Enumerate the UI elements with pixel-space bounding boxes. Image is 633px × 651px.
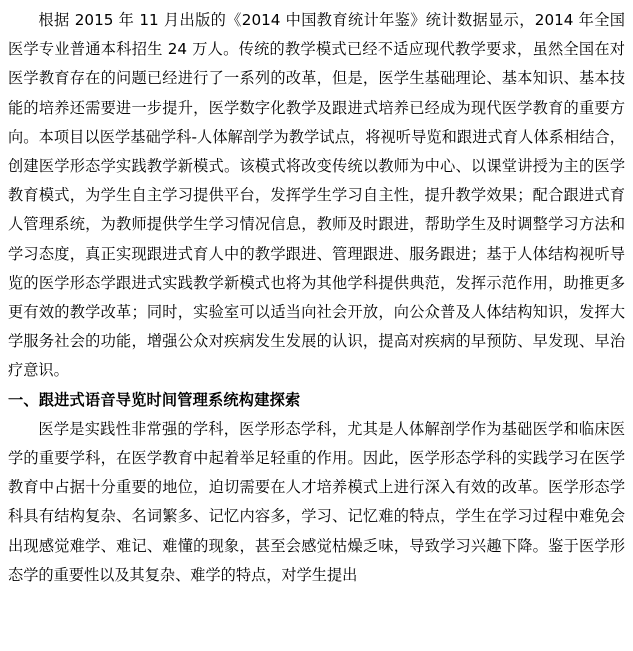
section-heading: 一、跟进式语音导览时间管理系统构建探索 xyxy=(8,390,301,409)
body-paragraph: 根据 2015 年 11 月出版的《2014 中国教育统计年鉴》统计数据显示，2014 年全国医学专业普通本科招生 24 万人。传统的教学模式已经不适应现代教学要求，虽然全国在对医学教育存在的问题已经进行了一系列的改革，但是，医学生基础理论、基本知识、基本技能的培养还需要进一步提升，医学数字化教学及跟进式培养已经成为现代医学教育的重要方向。本项目以医学基础学科-人体解剖学为教学试点，将视听导览和跟进式育人体系相结合，创建医学形态学实践教学新模式。该模式将改变传统以教师为中心、以课堂讲授为主的医学教育模式，为学生自主学习提供平台，发挥学生学习自主性，提升教学效果；配合跟进式育人管理系统，为教师提供学生学习情况信息，教师及时跟进，帮助学生及时调整学习方法和学习态度，真正实现跟进式育人中的教学跟进、管理跟进、服务跟进；基于人体结构视听导览的医学形态学跟进式实践教学新模式也将为其他学科提供典范，发挥示范作用，助推更多更有效的教学改革；同时，实验室可以适当向社会开放，向公众普及人体结构知识，发挥大学服务社会的功能，增强公众对疾病发生发展的认识，提高对疾病的早预防、早发现、早治疗意识。 xyxy=(8,11,625,380)
body-paragraph: 医学是实践性非常强的学科，医学形态学科，尤其是人体解剖学作为基础医学和临床医学的重要学科，在医学教育中起着举足轻重的作用。因此，医学形态学科的实践学习在医学教育中占据十分重要的地位，迫切需要在人才培养模式上进行深入有效的改革。医学形态学科具有结构复杂、名词繁多、记忆内容多，学习、记忆难的特点，学生在学习过程中难免会出现感觉难学、难记、难懂的现象，甚至会感觉枯燥乏味，导致学习兴趣下降。鉴于医学形态学的重要性以及其复杂、难学的特点，对学生提出 xyxy=(8,419,625,584)
